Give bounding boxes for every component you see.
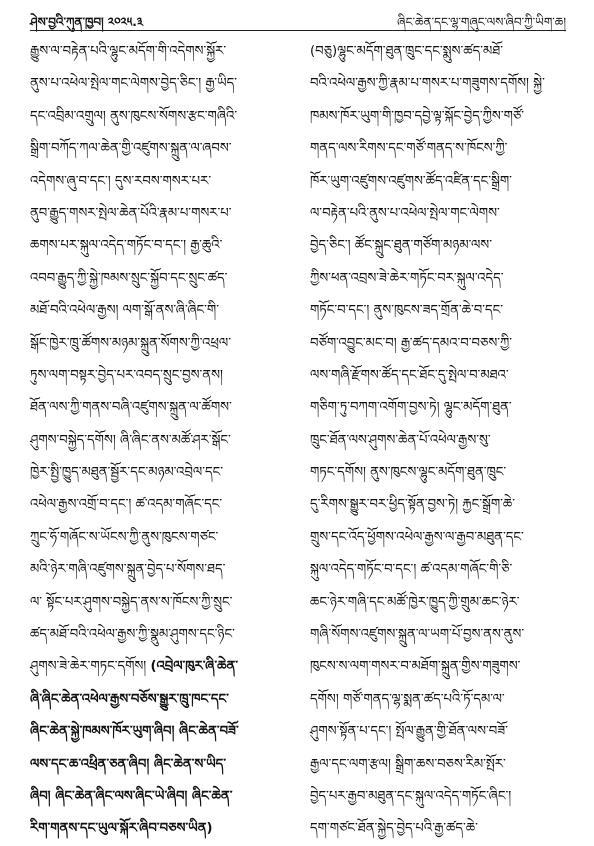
line-text: ལ་བརྟེན་པའི་ནུས་པ་འཕེལ་སྤེལ་གང་ལེགས་ (310, 205, 500, 221)
text-line (30, 166, 292, 198)
line-text: མའི་ཉེར་གཞི་འཛུགས་སྐྲུན་བྱེད་པ་སོགས་ཐད་ (30, 562, 226, 578)
line-text: ལས་གཞི་རྫོགས་ཚོད་དང་ཐོང་དུ་སྤེལ་བ་མཐའ་ (310, 367, 509, 383)
text-line (310, 749, 568, 781)
text-line (310, 522, 568, 554)
text-line (30, 425, 292, 457)
line-text: ཀྲུང་ཧོ་གཞོང་ས་ཡོངས་ཀྱི་ནུས་ཁུངས་གཙང་ (30, 529, 219, 545)
text-line (30, 554, 292, 586)
line-text: གཏོང་བ་དང་། ནུས་ཁུངས་ཟད་གྲོན་ཆེ་བ་དང་ (310, 303, 504, 319)
line-text: ཤུགས་ཟེ་ཆེར་གཏང་དགོས། (30, 659, 151, 675)
line-text: ཀྱིས་ཕན་འབྲས་ཟེ་ཆེར་གཏོང་བར་སྐུལ་འདེད་ (310, 270, 504, 286)
text-line (310, 457, 568, 489)
line-text: སྐུལ་འདེད་གཏོང་བ་དང་། ཚ་འདམ་གཞོང་གི་ཅི་ (310, 562, 513, 578)
line-text: འཕེལ་རྒྱས་འགྲོ་བ་དང་། ཚ་འདམ་གཞོང་དང་ (30, 497, 223, 513)
text-line (310, 166, 568, 198)
text-line (30, 133, 292, 165)
text-line (310, 489, 568, 521)
text-line (30, 328, 292, 360)
line-text: ཚད་མཐོ་བའི་འཕེལ་རྒྱས་ཀྱི་སྣུམ་ཤུགས་དང་ཉིང་ (30, 627, 235, 643)
line-text: ཁྲུང་ཐོན་ལས་ཤུགས་ཆེན་པོ་འཕེལ་རྒྱས་སུ་ (310, 432, 491, 448)
line-text: དགོས། གཙོ་གནད་ལྷ་སྨན་ཚད་པའི་ཏོ་དམ་ལ་ (310, 691, 505, 707)
text-line (310, 716, 568, 748)
text-line (30, 749, 292, 781)
line-bold-text: (འབྲེལ་ཁུར་ཞི་ཆེན་ (150, 659, 239, 675)
line-text: གྲུས་དང་འོད་ཕྱོགས་འཕེལ་རྒྱས་ལ་རྒྱབ་མཐུན་དང་ (310, 529, 524, 545)
header-left: ཤེས་བྱའི་ཀུན་ཁྱབ། ༢༠༢༥.༣ (30, 15, 144, 29)
text-line (310, 587, 568, 619)
line-text: (བཅུ)ལྷུང་མདོག་ཐུན་ཁྲུང་དང་སྨུས་ཚད་མཐོ་ (310, 44, 504, 59)
text-line (310, 392, 568, 424)
line-text: ཐོན་ལས་ཀྱི་གནས་བཞི་འཛུགས་སྐྲུན་ལ་ཚོགས་ (30, 400, 232, 416)
text-line (310, 295, 568, 327)
line-text: ཆང་ཉེར་གཞི་དང་མཚོ་ཁྱེར་ཁྱུད་ཀྱི་གྲུམ་ཆང་ཉེར་ (310, 594, 520, 610)
line-bold-text: རིག་གནས་དང་ཡུལ་སྐོར་ཞིབ་བཅས་ཡིན) (30, 821, 213, 837)
header-divider (30, 30, 566, 31)
line-text: བྱེད་ཅིང་། ཚོང་སྐྲུང་ཐུན་གཙོག་མཉམ་ལས་ (310, 238, 492, 254)
text-line (30, 651, 292, 683)
line-text: བྱེད་པར་རྒྱབ་མཐུན་དང་སྐུལ་འདེད་གཏོང་ཞིང་། (310, 788, 512, 804)
left-text-column (30, 36, 292, 837)
text-line (30, 392, 292, 424)
line-text: རྒྱུས་ལ་བརྟེན་པའི་ལྷུང་མདོག་གི་འདེགས་སྐྱོར་ (30, 44, 227, 59)
line-text: མཐོ་བའི་འཕེལ་རྒྱས། ལག་སྒོ་ནས་ཞི་ཞིང་གི་ (30, 303, 219, 319)
text-line (30, 263, 292, 295)
text-line (310, 198, 568, 230)
line-text: འདེགས་ཞུ་བ་དང་། དུས་རབས་གསར་པར་ (30, 173, 212, 189)
text-line (30, 198, 292, 230)
header-right: ཞིང་ཆེན་དང་ལྷ་གཞུང་ལས་ཞིབ་ཀྱི་ཡིག་ཆ། (397, 15, 566, 29)
line-text: གཅིག་ཏུ་བཀག་འགོག་བྱས་ཏེ། ལྷུང་མདོག་ཐུན་ (310, 400, 512, 416)
text-line (30, 230, 292, 262)
line-text: ལ་ སྟོང་པར་ཤུགས་བསྐྱེད་ནས་ས་ཁོངས་ཀྱི་སྲུང་ (30, 594, 233, 610)
line-text: ཁྱེར་སྤྱི་ཁྱུད་མཐུན་སྦྱོར་དང་མཉམ་འབྲེལ་དང་ (30, 465, 224, 481)
text-line (310, 425, 568, 457)
text-line (30, 522, 292, 554)
text-line (310, 554, 568, 586)
text-line (310, 651, 568, 683)
line-text: ཏུས་ལག་བསྟར་བྱེད་པར་འབད་སྲུང་བྱས་ནས། (30, 367, 223, 383)
text-line (310, 263, 568, 295)
line-text: བའི་འཕེལ་རྒྱས་ཀྱི་རྣམ་པ་གསར་པ་གཟུགས་དགོས། སྐྱེ་ (310, 76, 545, 92)
text-line (30, 68, 292, 100)
text-line (310, 360, 568, 392)
text-line (30, 101, 292, 133)
line-text: ཁམས་ཁོར་ཡུག་གི་ཁྱབ་དབྱེ་ལྟ་སྐོང་བྱེད་ཀྱིས་གཙོ་ (310, 108, 525, 124)
line-text: སྒྲིག་བཀོད་ཀལ་ཆེན་གྱི་འཛུགས་སྐྲུན་ལ་ཞབས་ (30, 141, 232, 157)
text-line (310, 36, 568, 68)
text-line (310, 813, 568, 845)
line-text: གནད་ལས་རིགས་དང་གཙོ་གནད་ས་ཁོངས་ཀྱི་ (310, 141, 508, 157)
text-line (30, 360, 292, 392)
line-text: ཤུགས་བསྐྱེད་དགོས། ཞི་ཞིང་ནས་མཚོ་ཤར་སྒོང་ (30, 432, 231, 448)
text-line (310, 68, 568, 100)
line-text: ཤུགས་སྟོན་པ་དང་། སྤོལ་རྒྱུན་གྱི་ཐོན་ལས་བཟོ་ (310, 724, 508, 740)
line-text: དང་འབྲིམ་འགྲུལ། ནུས་ཁུངས་སོགས་རྩང་གཞིའི་ (30, 108, 238, 124)
line-text: ཆགས་པར་སྐུལ་འདེད་གཏོང་བ་དང་། རྒྱ་ཆུའི་ (30, 238, 223, 254)
line-text: བཙོག་འབྱུང་མང་བ། རྒྱ་ཚད་དམའ་བ་བཅས་ཀྱི་ (310, 335, 513, 351)
line-text: ནུབ་རྒྱུད་གསར་སྤེལ་ཆེན་པོའི་རྣམ་པ་གསར་པ་ (30, 205, 232, 221)
line-text: ཁོར་ཡུག་འཛུགས་འཛུགས་ཚོད་འཛིན་དང་སྒྲིག་ (310, 173, 512, 189)
text-line (310, 230, 568, 262)
text-line (30, 684, 292, 716)
text-line (30, 587, 292, 619)
right-text-column (310, 36, 568, 837)
text-line (310, 328, 568, 360)
running-header (30, 8, 566, 30)
text-line (310, 101, 568, 133)
line-text: གཏང་དགོས། ནུས་ཁུངས་ལྷུང་མདོག་ཐུན་ཁྲུང་ (310, 465, 507, 481)
text-line (30, 295, 292, 327)
text-line (310, 684, 568, 716)
text-line (30, 813, 292, 845)
line-text: སྒོང་ཁྱེར་ཁྲུ་ཚོགས་མཉམ་སྐྲུན་སོགས་ཀྱི་འཕྲལ་ (30, 335, 232, 351)
line-text: འབབ་རྒྱུད་ཀྱི་སྐྱེ་ཁམས་སྲུང་སྐྱོབ་དང་སྲུང་ཚད་ (30, 270, 228, 286)
line-text: གཞི་སོགས་འཛུགས་སྐྲུན་ལ་ཡག་པོ་བྱས་ནས་ནུས་ (310, 627, 525, 643)
text-line (30, 36, 292, 68)
line-text: དག་གཙང་ཐོན་སྐྱེད་བྱེད་པའི་རྒྱ་ཚད་ཆེ་ (310, 821, 478, 837)
line-bold-text: ཞི་ཞིང་ཆེན་འཕེལ་རྒྱས་བཅོས་སྒྱུར་ཁྲུ་ཁང་དང་ (30, 691, 229, 707)
line-text: ཁུངས་ས་ལག་གསར་བ་མཐོག་སྐྲུན་གྱིས་གཟུགས་ (310, 659, 521, 675)
text-line (30, 716, 292, 748)
line-text: ནུས་པ་འཕེལ་སྤེལ་གང་ལེགས་བྱེད་ཅིང་། རྒྱ་ཡིད་ (30, 76, 238, 92)
text-line (30, 619, 292, 651)
line-bold-text: ཞིབ། ཞིང་ཆེན་ཞིང་ལས་ཞིང་ཡེ་ཞིབ། ཞིང་ཆེན་ (30, 788, 233, 804)
text-line (310, 619, 568, 651)
text-line (30, 457, 292, 489)
text-line (30, 489, 292, 521)
line-text: རྒྱལ་དང་ལག་རྩལ། སྒྲིག་ཆས་བཅས་རིམ་སྤོར་ (310, 756, 506, 772)
line-bold-text: ལས་དང་ཆ་འཕྲིན་ཅན་ཞིབ། ཞིང་ཆེན་ས་ཡིད་ (30, 756, 227, 772)
text-line (310, 133, 568, 165)
line-text: དུ་རིགས་སྒྱུར་བར་ཕྱིད་སྟོན་བྱས་ཏེ། རྐྱང་སྒྲོག་ཆེ་ (310, 497, 516, 513)
text-line (310, 781, 568, 813)
line-bold-text: ཞིང་ཆེན་སྐྱེ་ཁམས་ཁོར་ཡུག་ཞིབ། ཞིང་ཆེན་བཟོ་ (30, 724, 239, 740)
text-line (30, 781, 292, 813)
